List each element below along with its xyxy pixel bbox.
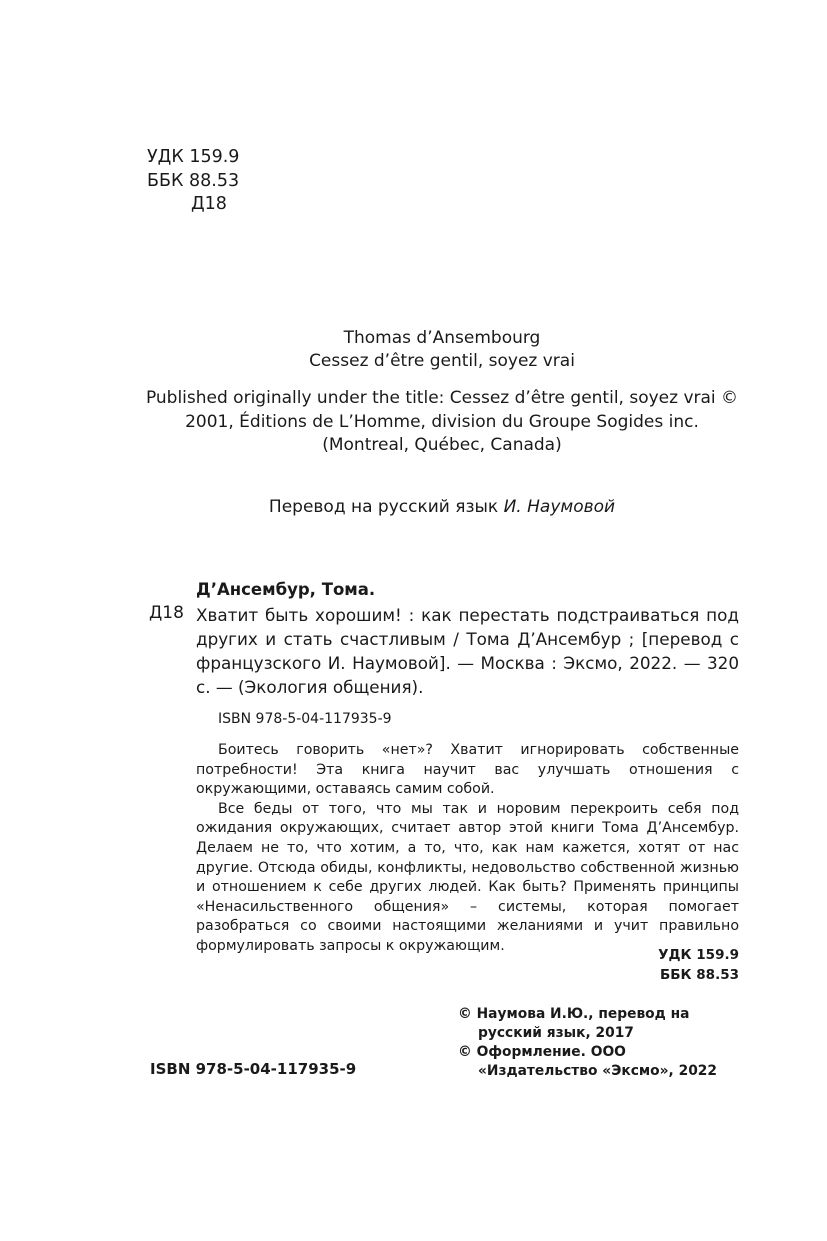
udk-code-repeat: УДК 159.9: [658, 947, 739, 963]
translation-note: [140, 496, 744, 519]
bbk-code: ББК 88.53: [147, 170, 240, 191]
annotation: [196, 741, 739, 957]
annotation-paragraph: Боитесь говорить «нет»? Хватит игнорировать собственные потребности! Эта книга научит вас улучшать отношения с окружающими, оставаясь самим собой.: [196, 742, 739, 798]
classification-codes: [147, 146, 239, 217]
author-code: Д18: [191, 194, 227, 214]
classification-codes-repeat: [658, 946, 739, 985]
annotation-paragraph: Все беды от того, что мы так и норовим перекроить себя под ожидания окружающих, считает автор этой книги Тома Д’Ансембур. Делаем не то, что хотим, а то, что, как нам кажется, хотят от нас другие. Отсюда обиды, конфликты, недовольство собственной жизнью и отношением к себе других людей. Как быть? Применять принципы «Ненасильственного общения» – системы, которая помогает разобраться со своими настоящими желаниями и учит правильно формулировать запросы к окружающим.: [196, 800, 739, 954]
original-author: Thomas d’Ansembourg: [343, 328, 541, 348]
published-note: Published originally under the title: Cessez d’être gentil, soyez vrai © 2001, Éditions de L’Homme, division du Groupe Sogides inc. (Montreal, Québec, Canada): [145, 388, 739, 455]
copyright-translation: © Наумова И.Ю., перевод на русский язык, 2017: [458, 1006, 690, 1041]
catalog-heading: Д’Ансембур, Тома.: [196, 580, 376, 599]
translator-name: И. Наумовой: [503, 497, 616, 517]
bbk-code-repeat: ББК 88.53: [659, 966, 739, 983]
isbn-footer: ISBN 978-5-04-117935-9: [150, 1060, 357, 1078]
catalog-isbn: ISBN 978-5-04-117935-9: [218, 711, 392, 727]
original-edition: [140, 327, 744, 373]
copyright-design: © Оформление. ООО «Издательство «Эксмо», 2022: [458, 1044, 717, 1079]
udk-code: УДК 159.9: [147, 147, 240, 167]
catalog-code: Д18: [149, 603, 184, 623]
original-title: Cessez d’être gentil, soyez vrai: [309, 351, 575, 371]
catalog-description: Хватит быть хорошим! : как перестать подстраиваться под других и стать счастливым / Тома Д’Ансембур ; [перевод с французского И. Наумовой]. — Москва : Эксмо, 2022. — 320 с. — (Экология общения).: [196, 605, 739, 697]
translation-prefix: Перевод на русский язык: [268, 497, 504, 517]
copyright-block: [458, 1005, 743, 1081]
